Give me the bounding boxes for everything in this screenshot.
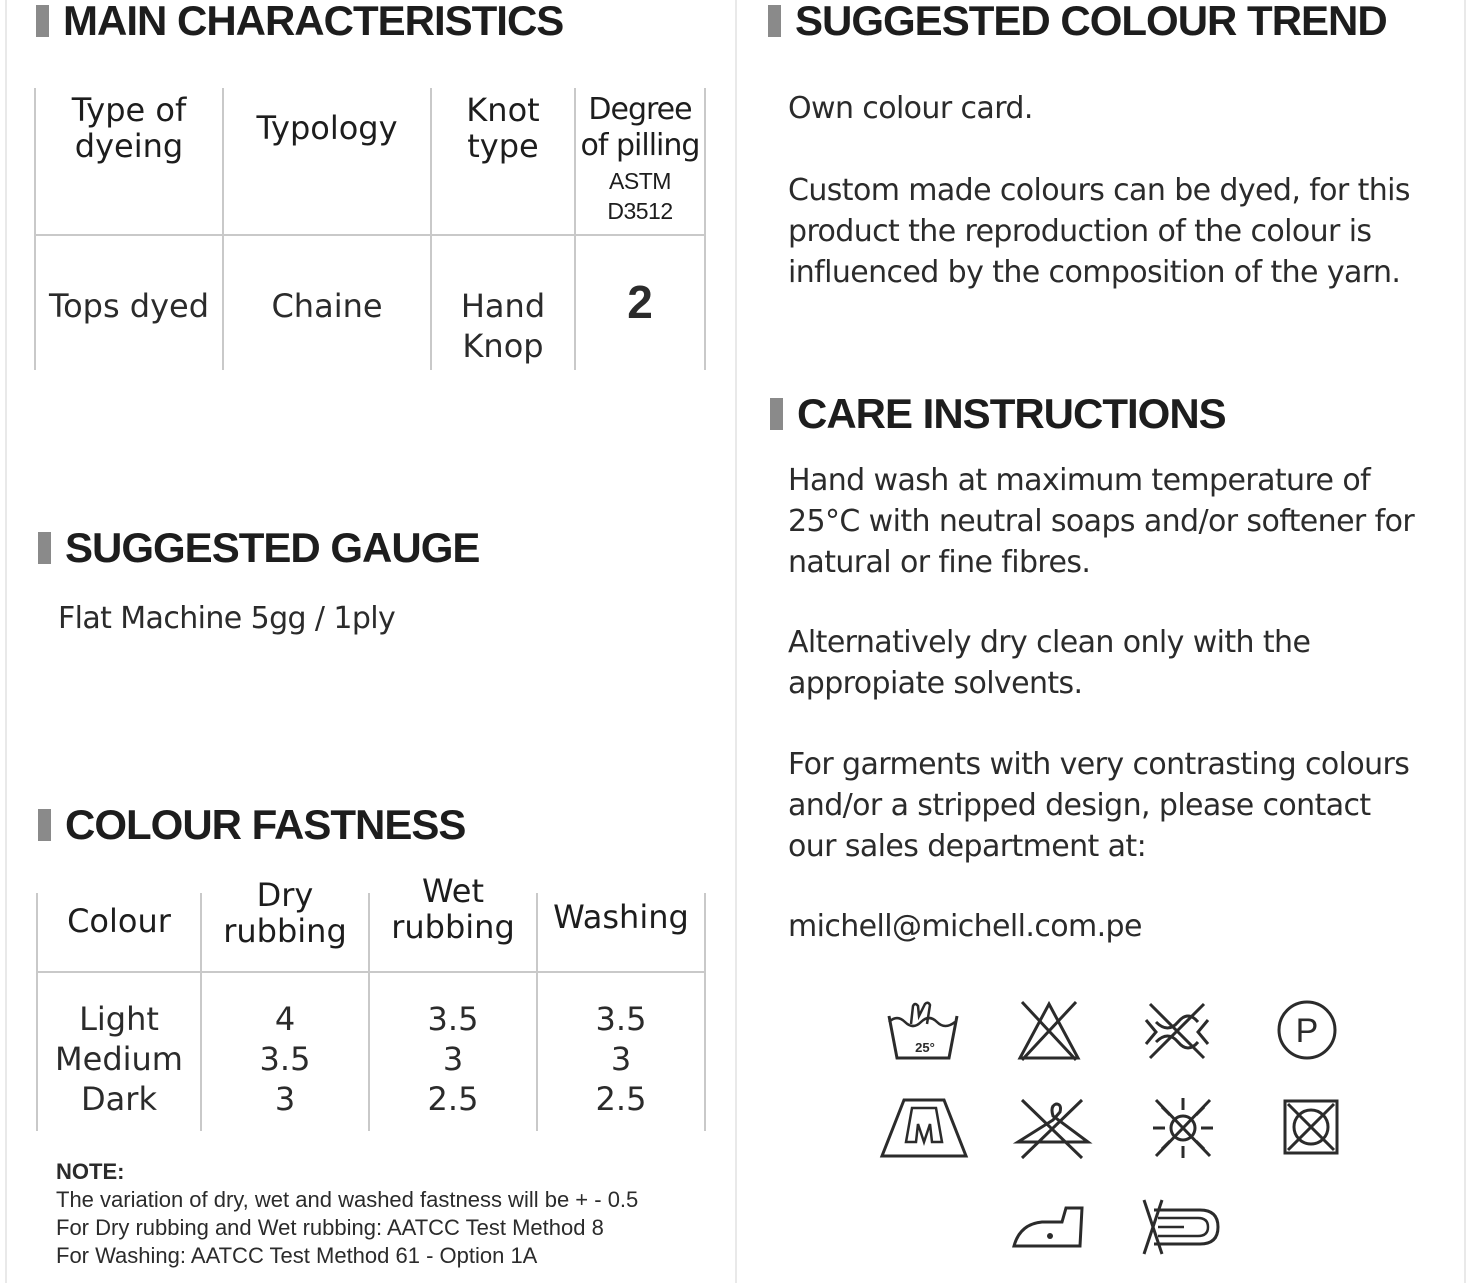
header-colour: Colour (67, 902, 171, 940)
dry-clean-p-icon (1275, 998, 1339, 1062)
heading-bar (768, 5, 781, 37)
colour-fastness-table (36, 872, 706, 1131)
iron-low-icon (1010, 1200, 1086, 1252)
row-colour: Medium (55, 1040, 183, 1078)
do-not-tumble-dry-icon (1280, 1096, 1342, 1158)
value-type-of-dyeing: Tops dyed (48, 287, 210, 325)
hand-wash-icon (885, 1000, 961, 1062)
heading-bar (770, 398, 783, 430)
care-instructions-title: CARE INSTRUCTIONS (797, 390, 1226, 437)
colour-fastness-title: COLOUR FASTNESS (65, 801, 466, 848)
suggested-gauge-heading (38, 524, 480, 571)
fastness-note (56, 1158, 756, 1270)
main-characteristics-title: MAIN CHARACTERISTICS (63, 0, 564, 44)
note-line: For Dry rubbing and Wet rubbing: AATCC Test Method 8 (56, 1215, 604, 1240)
heading-bar (38, 532, 51, 564)
left-margin-rule (5, 0, 7, 1283)
dry-clean-letter: P (1295, 1012, 1319, 1050)
do-not-wring-icon (1140, 1000, 1214, 1062)
fastness-column-colour (38, 999, 200, 1119)
hand-wash-temp: 25° (915, 1040, 935, 1055)
suggested-gauge-title: SUGGESTED GAUGE (65, 524, 480, 571)
colour-trend-custom-text: Custom made colours can be dyed, for this product the reproduction of the colour is influenced by the composition of the yarn. (788, 173, 1410, 290)
do-not-hang-dry-icon (1012, 1094, 1094, 1162)
header-dry-rubbing: Dry rubbing (223, 876, 347, 950)
note-title: NOTE: (56, 1159, 125, 1184)
pilling-standard: ASTM D3512 (607, 168, 673, 224)
suggested-colour-trend-title: SUGGESTED COLOUR TREND (795, 0, 1387, 44)
right-margin-rule (1464, 0, 1466, 1283)
do-not-dry-in-sun-icon (1148, 1094, 1218, 1162)
header-wet-rubbing: Wet rubbing (391, 872, 515, 946)
care-contrasting-colours-text: For garments with very contrasting colours and/or a stripped design, please contact our sales department at: (788, 747, 1410, 864)
column-divider (735, 0, 737, 1283)
fastness-column-wet: 3.5 3 2.5 (427, 1000, 479, 1118)
suggested-gauge-value: Flat Machine 5gg / 1ply (58, 601, 396, 636)
sales-email-link[interactable]: michell@michell.com.pe (788, 909, 1142, 944)
note-line: The variation of dry, wet and washed fastness will be + - 0.5 (56, 1187, 639, 1212)
heading-bar (38, 809, 51, 841)
note-line: For Washing: AATCC Test Method 61 - Option 1A (56, 1243, 538, 1268)
main-characteristics-table (34, 88, 706, 370)
row-colour: Light (79, 1000, 159, 1038)
header-typology: Typology (256, 109, 398, 147)
value-degree-of-pilling: 2 (627, 276, 653, 328)
fastness-column-washing: 3.5 3 2.5 (595, 1000, 647, 1118)
dry-flat-icon (878, 1094, 970, 1160)
colour-trend-own-card: Own colour card. (788, 91, 1033, 126)
care-hand-wash-text: Hand wash at maximum temperature of 25°C with neutral soaps and/or softener for natural or fine fibres. (788, 463, 1415, 580)
row-colour: Dark (81, 1080, 157, 1118)
header-degree-of-pilling: Degree of pilling ASTM D3512 (576, 92, 704, 226)
colour-fastness-heading (38, 801, 466, 848)
value-typology: Chaine (271, 287, 383, 325)
fastness-column-dry: 4 3.5 3 (259, 1000, 311, 1118)
header-washing: Washing (553, 898, 689, 936)
main-characteristics-heading (36, 0, 563, 42)
header-type-of-dyeing: Type of dyeing (71, 91, 187, 165)
do-not-bleach-icon (1016, 998, 1082, 1064)
value-knot-type: Hand Knop (460, 287, 546, 365)
header-knot-type: Knot type (466, 91, 540, 165)
care-dry-clean-text: Alternatively dry clean only with the appropiate solvents. (788, 625, 1311, 701)
care-instructions-heading (770, 390, 1226, 437)
heading-bar (36, 5, 49, 37)
do-not-iron-steam-icon (1140, 1196, 1222, 1258)
suggested-colour-trend-heading (768, 0, 1387, 42)
